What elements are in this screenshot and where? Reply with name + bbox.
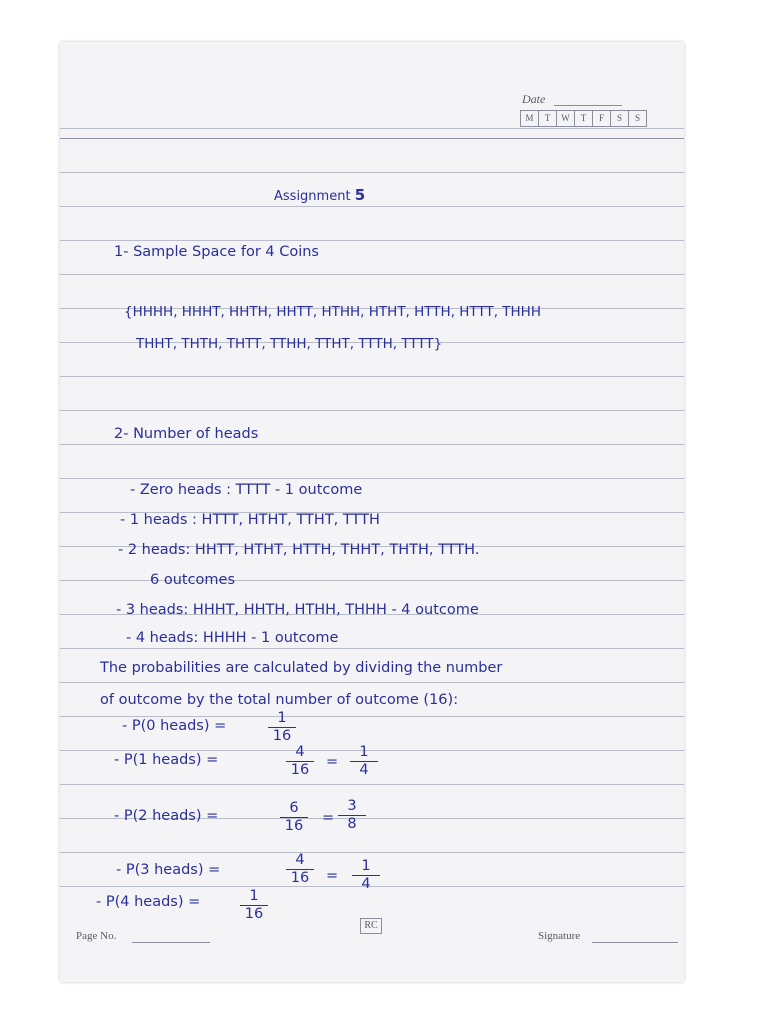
- heads-item-two: - 2 heads: HHTT, HTHT, HTTH, THHT, THTH, TTTH.: [118, 542, 480, 558]
- day-box: F: [592, 110, 611, 127]
- fraction-numerator: 1: [350, 744, 378, 762]
- date-label: Date: [522, 92, 546, 106]
- fraction-denominator: 16: [272, 728, 292, 744]
- day-box: M: [520, 110, 539, 127]
- heads-item-zero: - Zero heads : TTTT - 1 outcome: [130, 482, 363, 498]
- prob-0-fraction: [268, 710, 296, 745]
- prob-4-label: - P(4 heads) =: [96, 894, 201, 910]
- prob-0-label: - P(0 heads) =: [122, 718, 227, 734]
- prob-2-simplified: [338, 798, 366, 833]
- ruled-line: [60, 410, 684, 411]
- fraction-numerator: 3: [338, 798, 366, 816]
- day-box: T: [574, 110, 593, 127]
- title-number: 5: [354, 186, 366, 204]
- fraction-denominator: 16: [244, 906, 264, 922]
- fraction-numerator: 4: [286, 744, 314, 762]
- explanation-line1: The probabilities are calculated by dividing the number: [100, 660, 503, 676]
- weekday-boxes: [521, 110, 647, 127]
- prob-2-label: - P(2 heads) =: [114, 808, 219, 824]
- ruled-line: [60, 716, 684, 717]
- fraction-numerator: 1: [352, 858, 380, 876]
- prob-1-simplified: [350, 744, 378, 779]
- ruled-line: [60, 206, 684, 207]
- signature-line: [592, 942, 678, 943]
- prob-3-simplified: [352, 858, 380, 893]
- notebook-page: [60, 42, 684, 982]
- fraction-denominator: 16: [290, 870, 310, 886]
- header-rule: [60, 138, 684, 139]
- prob-1-equals: =: [326, 754, 339, 770]
- prob-3-label: - P(3 heads) =: [116, 862, 221, 878]
- title-text: Assignment: [274, 189, 351, 204]
- signature-label: Signature: [538, 930, 581, 942]
- heads-item-two-count: 6 outcomes: [150, 572, 236, 588]
- prob-2-fraction: [280, 800, 308, 835]
- explanation-line2: of outcome by the total number of outcome (16):: [100, 692, 459, 708]
- prob-1-fraction: [286, 744, 314, 779]
- fraction-denominator: 4: [359, 762, 369, 778]
- day-box: S: [610, 110, 629, 127]
- date-underline: [554, 105, 622, 106]
- day-box: T: [538, 110, 557, 127]
- ruled-line: [60, 376, 684, 377]
- ruled-line: [60, 128, 684, 129]
- fraction-numerator: 1: [268, 710, 296, 728]
- page-number-line: [132, 942, 210, 943]
- ruled-line: [60, 478, 684, 479]
- day-box: S: [628, 110, 647, 127]
- ruled-line: [60, 274, 684, 275]
- heads-item-three: - 3 heads: HHHT, HHTH, HTHH, THHH - 4 outcome: [116, 602, 479, 618]
- ruled-line: [60, 240, 684, 241]
- brand-logo: RC: [360, 918, 382, 934]
- fraction-numerator: 1: [240, 888, 268, 906]
- ruled-line: [60, 444, 684, 445]
- prob-3-fraction: [286, 852, 314, 887]
- fraction-numerator: 4: [286, 852, 314, 870]
- sample-space-line2: THHT, THTH, THTT, TTHH, TTHT, TTTH, TTTT}: [136, 336, 443, 352]
- ruled-line: [60, 784, 684, 785]
- fraction-denominator: 8: [347, 816, 357, 832]
- page-title: [274, 186, 365, 204]
- section1-heading: 1- Sample Space for 4 Coins: [114, 244, 319, 260]
- fraction-denominator: 4: [361, 876, 371, 892]
- sample-space-line1: {HHHH, HHHT, HHTH, HHTT, HTHH, HTHT, HTTH, HTTT, THHH: [124, 304, 541, 320]
- ruled-line: [60, 682, 684, 683]
- prob-1-label: - P(1 heads) =: [114, 752, 219, 768]
- heads-item-one: - 1 heads : HTTT, HTHT, TTHT, TTTH: [120, 512, 380, 528]
- page-number-label: Page No.: [76, 930, 117, 942]
- section2-heading: 2- Number of heads: [114, 426, 259, 442]
- fraction-numerator: 6: [280, 800, 308, 818]
- prob-2-equals: =: [322, 810, 335, 826]
- day-box: W: [556, 110, 575, 127]
- fraction-denominator: 16: [290, 762, 310, 778]
- fraction-denominator: 16: [284, 818, 304, 834]
- prob-4-fraction: [240, 888, 268, 923]
- prob-3-equals: =: [326, 868, 339, 884]
- ruled-line: [60, 648, 684, 649]
- ruled-line: [60, 852, 684, 853]
- heads-item-four: - 4 heads: HHHH - 1 outcome: [126, 630, 339, 646]
- ruled-line: [60, 172, 684, 173]
